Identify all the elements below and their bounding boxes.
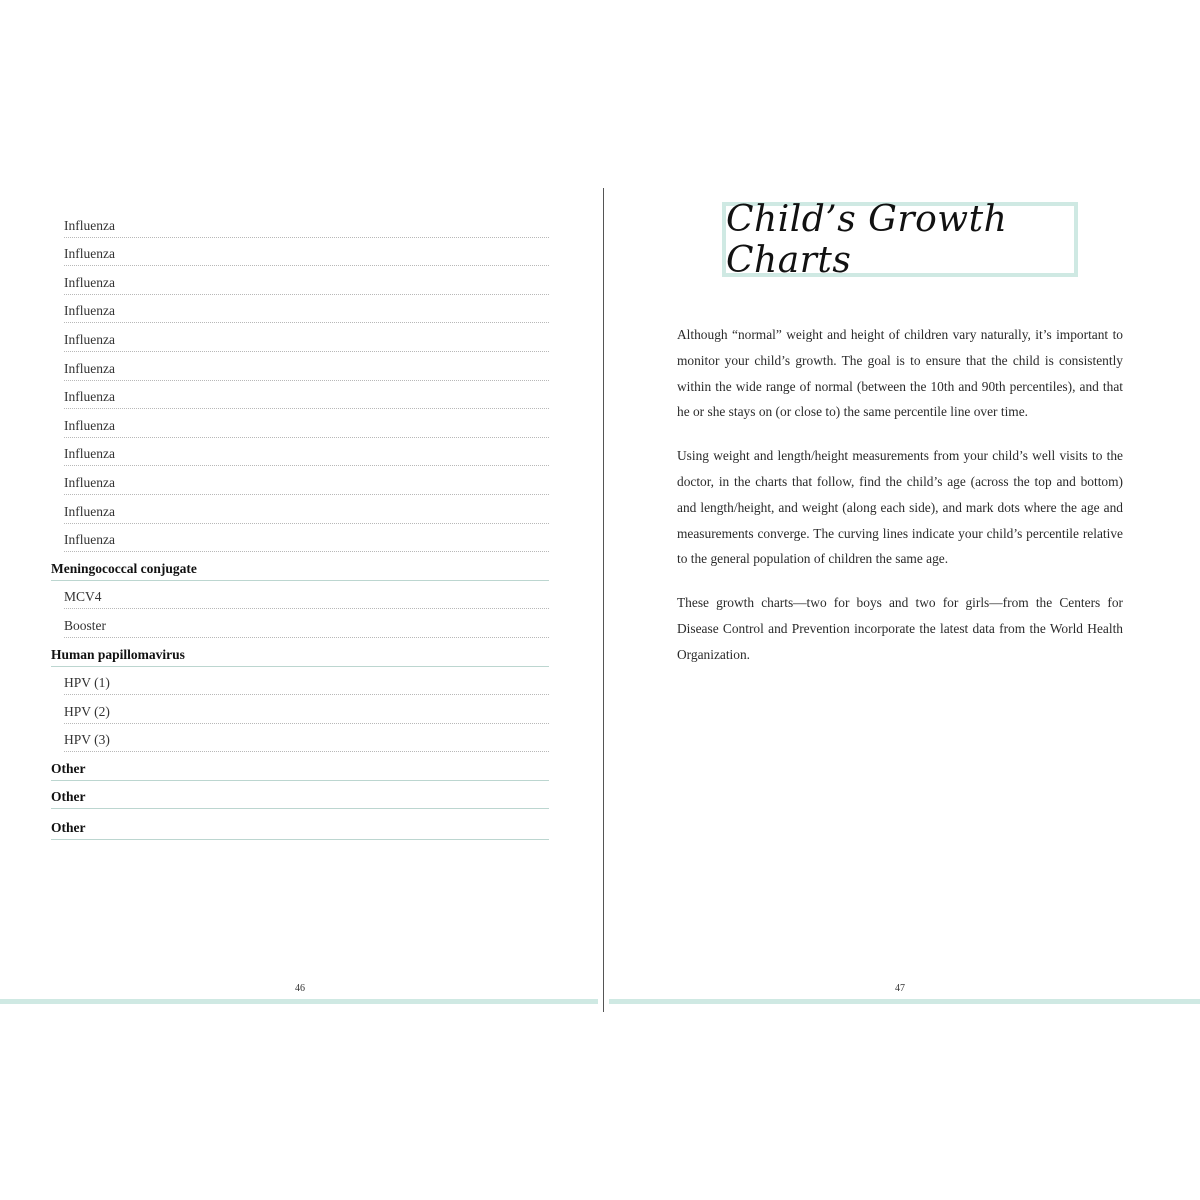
vaccine-dose-row	[51, 239, 549, 268]
vaccine-group-row	[51, 639, 549, 668]
paragraph-1: Although “normal” weight and height of children vary naturally, it’s important to monitor your child’s growth. The goal is to ensure that the child is consistently within the wide range of normal (between the 10th and 90th percentiles), and that he or she stays on (or close to) the same percentile line over time.	[677, 327, 1123, 420]
vaccine-dose-label: Influenza	[64, 246, 115, 262]
vaccine-dose-label: Influenza	[64, 474, 115, 490]
vaccine-group-label: Other	[51, 789, 86, 805]
vaccine-dose-row	[51, 353, 549, 382]
vaccine-group-row	[51, 553, 549, 582]
vaccine-dose-label: Influenza	[64, 446, 115, 462]
vaccine-dose-label: Influenza	[64, 303, 115, 319]
vaccine-dose-label: Influenza	[64, 331, 115, 347]
paragraph-3: These growth charts—two for boys and two for girls—from the Centers for Disease Control and Prevention incorporate the latest data from the World Health Organization.	[677, 595, 1123, 662]
vaccine-dose-row	[51, 439, 549, 468]
vaccine-dose-row	[51, 296, 549, 325]
vaccine-group-row	[51, 810, 549, 841]
vaccine-dose-row	[51, 410, 549, 439]
vaccine-dose-label: Booster	[64, 617, 106, 633]
vaccine-dose-label: HPV (2)	[64, 703, 110, 719]
vaccine-dose-row	[51, 582, 549, 611]
vaccine-group-row	[51, 753, 549, 782]
title-frame	[722, 198, 1078, 281]
vaccine-dose-label: Influenza	[64, 360, 115, 376]
vaccine-dose-row	[51, 610, 549, 639]
page-number-left: 46	[295, 983, 305, 994]
vaccine-group-row	[51, 782, 549, 811]
vaccine-dose-label: Influenza	[64, 389, 115, 405]
vaccine-dose-row	[51, 725, 549, 754]
vaccine-dose-label: Influenza	[64, 217, 115, 233]
vaccine-dose-row	[51, 668, 549, 697]
vaccine-dose-row	[51, 525, 549, 554]
vaccine-dose-label: MCV4	[64, 589, 102, 605]
vaccine-dose-label: Influenza	[64, 532, 115, 548]
vaccine-dose-label: HPV (3)	[64, 732, 110, 748]
vaccine-group-label: Other	[51, 760, 86, 776]
vaccine-dose-row	[51, 324, 549, 353]
vaccine-dose-row	[51, 210, 549, 239]
right-page-footer-rule	[609, 999, 1200, 1004]
vaccine-dose-row	[51, 696, 549, 725]
page-number-right: 47	[895, 983, 905, 994]
vaccine-dose-row	[51, 382, 549, 411]
vaccine-dose-label: HPV (1)	[64, 675, 110, 691]
vaccine-dose-label: Influenza	[64, 274, 115, 290]
vaccine-dose-row	[51, 467, 549, 496]
vaccine-record-list	[51, 210, 549, 841]
vaccine-dose-row	[51, 496, 549, 525]
left-page-footer-rule	[0, 999, 598, 1004]
page-title: Child’s Growth Charts	[726, 198, 1008, 281]
vaccine-group-label: Human papillomavirus	[51, 646, 185, 662]
paragraph-2: Using weight and length/height measurements from your child’s well visits to the doctor, in the charts that follow, find the child’s age (across the top and bottom) and length/height, and weight (along each side), and mark dots where the age and measurements converge. The curving lines indicate your child’s percentile relative to the general population of children the same age.	[677, 448, 1123, 567]
page-gutter-divider	[603, 188, 604, 1012]
vaccine-dose-label: Influenza	[64, 417, 115, 433]
vaccine-group-label: Meningococcal conjugate	[51, 560, 197, 576]
vaccine-dose-label: Influenza	[64, 503, 115, 519]
vaccine-dose-row	[51, 267, 549, 296]
body-text	[677, 322, 1123, 686]
vaccine-group-label: Other	[51, 820, 86, 836]
